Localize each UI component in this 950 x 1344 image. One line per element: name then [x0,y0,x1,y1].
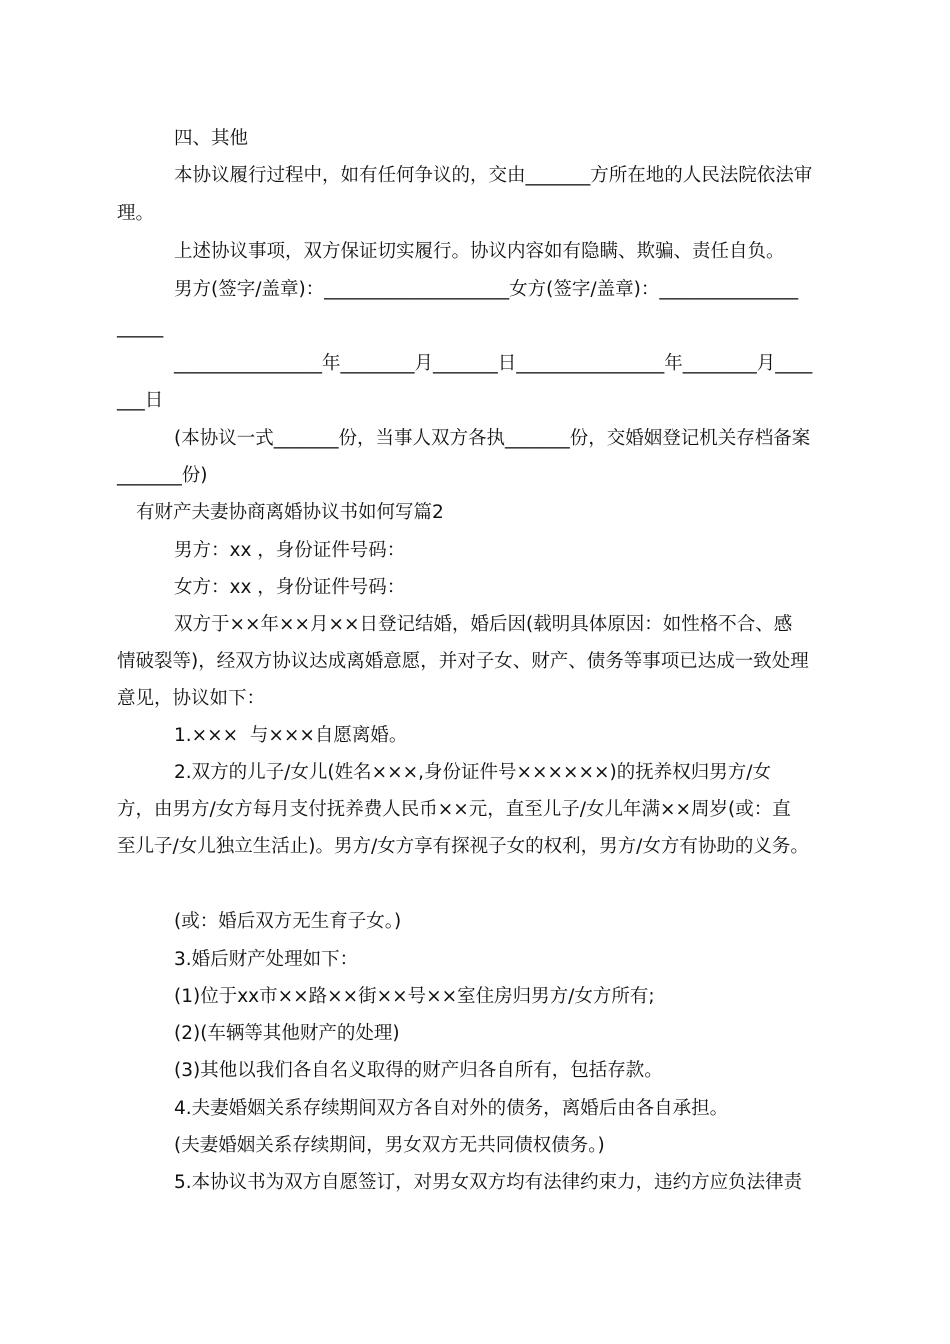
agreement-item: 5.本协议书为双方自愿签订，对男女双方均有法律约束力，违约方应负法律责 [174,1172,803,1193]
signature-line: 男方(签字/盖章)：____________________女方(签字/盖章)：_______________ [174,279,799,300]
guarantee-clause: 上述协议事项，双方保证切实履行。协议内容如有隐瞒、欺骗、责任自负。 [174,241,785,262]
man-info: 男方：xx ，身份证件号码： [174,540,406,561]
agreement-item: 3.婚后财产处理如下： [174,949,359,970]
section-four-heading: 四、其他 [174,128,249,149]
dispute-clause-line: 理。 [117,203,155,224]
date-line: ________________年________月_______日________________年________月____ [174,353,813,374]
agreement-item: 2.双方的儿子/女儿(姓名×××,身份证件号××××××)的抚养权归男方/女 [174,762,771,783]
agreement-item: (2)(车辆等其他财产的处理) [174,1023,400,1044]
agreement-item: (或：婚后双方无生育子女。) [174,911,402,932]
agreement-item: (3)其他以我们各自名义取得的财产归各自所有，包括存款。 [174,1060,663,1081]
dispute-clause-line: 本协议履行过程中，如有任何争议的，交由_______方所在地的人民法院依法审 [174,165,813,186]
agreement-item: 方，由男方/女方每月支付抚养费人民币××元，直至儿子/女儿年满××周岁(或：直 [117,799,791,820]
article-title: 有财产夫妻协商离婚协议书如何写篇2 [136,502,444,523]
woman-info: 女方：xx ，身份证件号码： [174,577,406,598]
agreement-item: 1.××× 与×××自愿离婚。 [174,725,408,746]
agreement-item: (1)位于xx市××路××街××号××室住房归男方/女方所有; [174,986,655,1007]
agreement-item: 4.夫妻婚姻关系存续期间双方各自对外的债务，离婚后由各自承担。 [174,1098,729,1119]
agreement-item: (夫妻婚姻关系存续期间，男女双方无共同债权债务。) [174,1135,605,1156]
marriage-intro-line: 双方于××年××月××日登记结婚，婚后因(载明具体原因：如性格不合、感 [174,614,793,635]
marriage-intro-line: 意见，协议如下： [117,688,266,709]
marriage-intro-line: 情破裂等)，经双方协议达成离婚意愿，并对子女、财产、债务等事项已达成一致处理 [117,651,809,672]
copies-clause-line: (本协议一式_______份，当事人双方各执_______份，交婚姻登记机关存档备案 [174,428,811,449]
signature-line: _____ [117,317,164,338]
date-line: ___日 [117,390,164,411]
agreement-item: 至儿子/女儿独立生活止)。男方/女方享有探视子女的权利，男方/女方有协助的义务。 [117,836,809,857]
copies-clause-line: _______份) [117,465,208,486]
